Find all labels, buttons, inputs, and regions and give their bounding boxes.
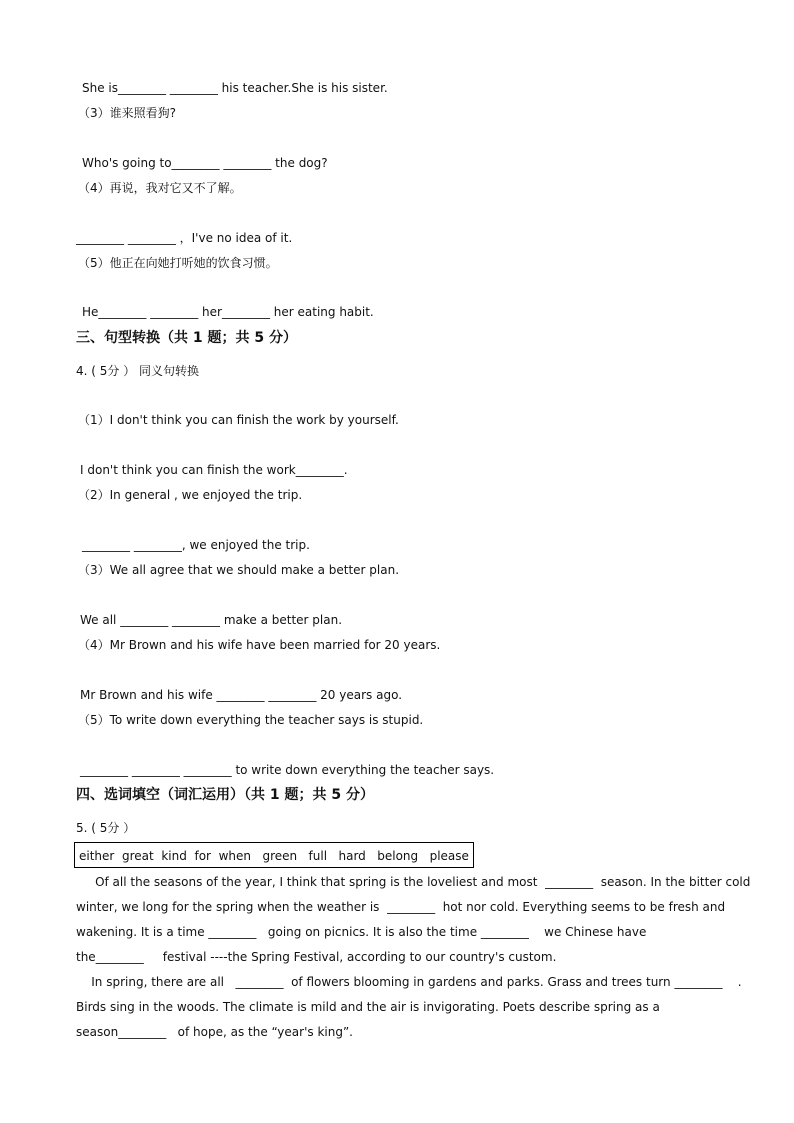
word-bank-box <box>74 842 474 868</box>
q4-item-2-answer-line: ________ ________, we enjoyed the trip. <box>82 538 310 552</box>
q4-item-5-answer-line: ________ ________ ________ to write down everything the teacher says. <box>80 763 495 777</box>
q3-item-5-prompt: （5）他正在向她打听她的饮食习惯。 <box>78 256 278 270</box>
q4-item-5-prompt: （5）To write down everything the teacher says is stupid. <box>78 713 424 727</box>
q4-item-1-answer-line: I don't think you can finish the work________. <box>80 463 348 477</box>
q4-item-2-prompt: （2）In general , we enjoyed the trip. <box>78 488 303 502</box>
passage-line: Birds sing in the woods. The climate is mild and the air is invigorating. Poets describe spring as a <box>76 1000 660 1014</box>
q3-item-3-answer-line: Who's going to________ ________ the dog? <box>82 156 328 170</box>
passage-line: wakening. It is a time ________ going on picnics. It is also the time ________ we Chinese have <box>76 925 647 939</box>
q3-item-5-answer-line: He________ ________ her________ her eating habit. <box>82 305 374 319</box>
q3-item-4-prompt: （4）再说，我对它又不了解。 <box>78 181 242 195</box>
section-3-heading: 三、句型转换（共 1 题；共 5 分） <box>76 330 297 346</box>
section-4-heading: 四、选词填空（词汇运用）（共 1 题；共 5 分） <box>76 787 374 803</box>
q4-item-4-prompt: （4）Mr Brown and his wife have been married for 20 years. <box>78 638 441 652</box>
q4-item-1-prompt: （1）I don't think you can finish the work by yourself. <box>78 413 399 427</box>
q4-item-3-prompt: （3）We all agree that we should make a better plan. <box>78 563 400 577</box>
q4-item-3-answer-line: We all ________ ________ make a better plan. <box>80 613 343 627</box>
question-5-title: 5. ( 5分 ） <box>76 821 136 835</box>
passage-line: In spring, there are all ________ of flowers blooming in gardens and parks. Grass and trees turn ________ . <box>76 975 742 989</box>
word-bank-text: either great kind for when green full hard belong please <box>79 849 469 863</box>
passage-line: the________ festival ----the Spring Festival, according to our country's custom. <box>76 950 557 964</box>
passage-line: Of all the seasons of the year, I think that spring is the loveliest and most ________ season. In the bitter cold <box>76 875 751 889</box>
q4-item-4-answer-line: Mr Brown and his wife ________ ________ 20 years ago. <box>80 688 403 702</box>
q3-item-4-answer-line: She is________ ________ his teacher.She is his sister. <box>82 81 388 95</box>
q3-item-4-answer-line: ________ ________ ，I've no idea of it. <box>76 231 293 245</box>
question-4-title: 4. ( 5分 ） 同义句转换 <box>76 364 200 378</box>
passage-line: season________ of hope, as the “year's king”. <box>76 1025 353 1039</box>
passage-line: winter, we long for the spring when the weather is ________ hot nor cold. Everything seems to be fresh and <box>76 900 726 914</box>
q3-item-3-prompt: （3）谁来照看狗? <box>78 106 177 120</box>
